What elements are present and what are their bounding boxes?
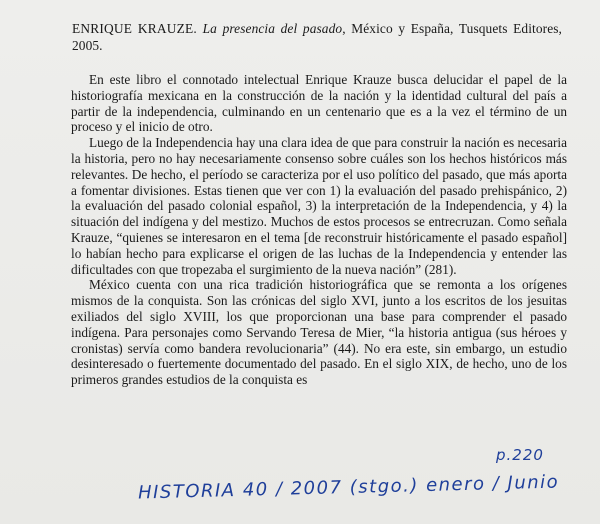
paragraph: Luego de la Independencia hay una clara idea de que para construir la nación es necesaria la historia, pero no hay necesariamente consenso sobre cuáles son los hechos históricos más relevantes. De hecho, el período se caracteriza por el uso político del pasado, que más aporta a fomentar divisiones. Estas tienen que ver con 1) la evaluación del pasado prehispánico, 2) la evaluación del pasado colonial español, 3) la interpretación de la Independencia, y 4) la situación del indígena y del mestizo. Muchos de estos procesos se entrecruzan. Como señala Krauze, “quienes se interesaron en el tema [de reconstruir históricamente el pasado español] lo habían hecho para explicarse el origen de las luchas de la Independencia y entender las dificultades con que tropezaba el surgimiento de la nueva nación” (281). [71,135,567,277]
author-name: ENRIQUE KRAUZE. [72,21,203,36]
paragraph: México cuenta con una rica tradición historiográfica que se remonta a los orígenes mismos de la conquista. Son las crónicas del siglo XVI, junto a los escritos de los jesuitas exiliados del siglo XVIII, los que proporcionan una base para comprender el pasado indígena. Para personajes como Servando Teresa de Mier, “la historia antigua (sus héroes y cronistas) servía como bandera revolucionaria” (44). No era este, sin embargo, un estudio desinteresado o fuertemente documentado del pasado. En el siglo XIX, de hecho, uno de los primeros grandes estudios de la conquista es [71,277,567,388]
handwritten-page-number: p.220 [496,446,544,464]
publication-info: , México y España, Tusquets Editores, 2005. [72,21,563,53]
book-title: La presencia del pasado [202,21,343,36]
review-body [71,72,567,388]
handwritten-source-note: HISTORIA 40 / 2007 (stgo.) enero / Junio [137,471,560,504]
bibliographic-header [72,20,562,54]
paragraph: En este libro el connotado intelectual Enrique Krauze busca delucidar el papel de la historiografía mexicana en la construcción de la nación y la identidad cultural del país a partir de la independencia, culminando en un centenario que es a la vez el término de un proceso y el inicio de otro. [71,72,567,135]
